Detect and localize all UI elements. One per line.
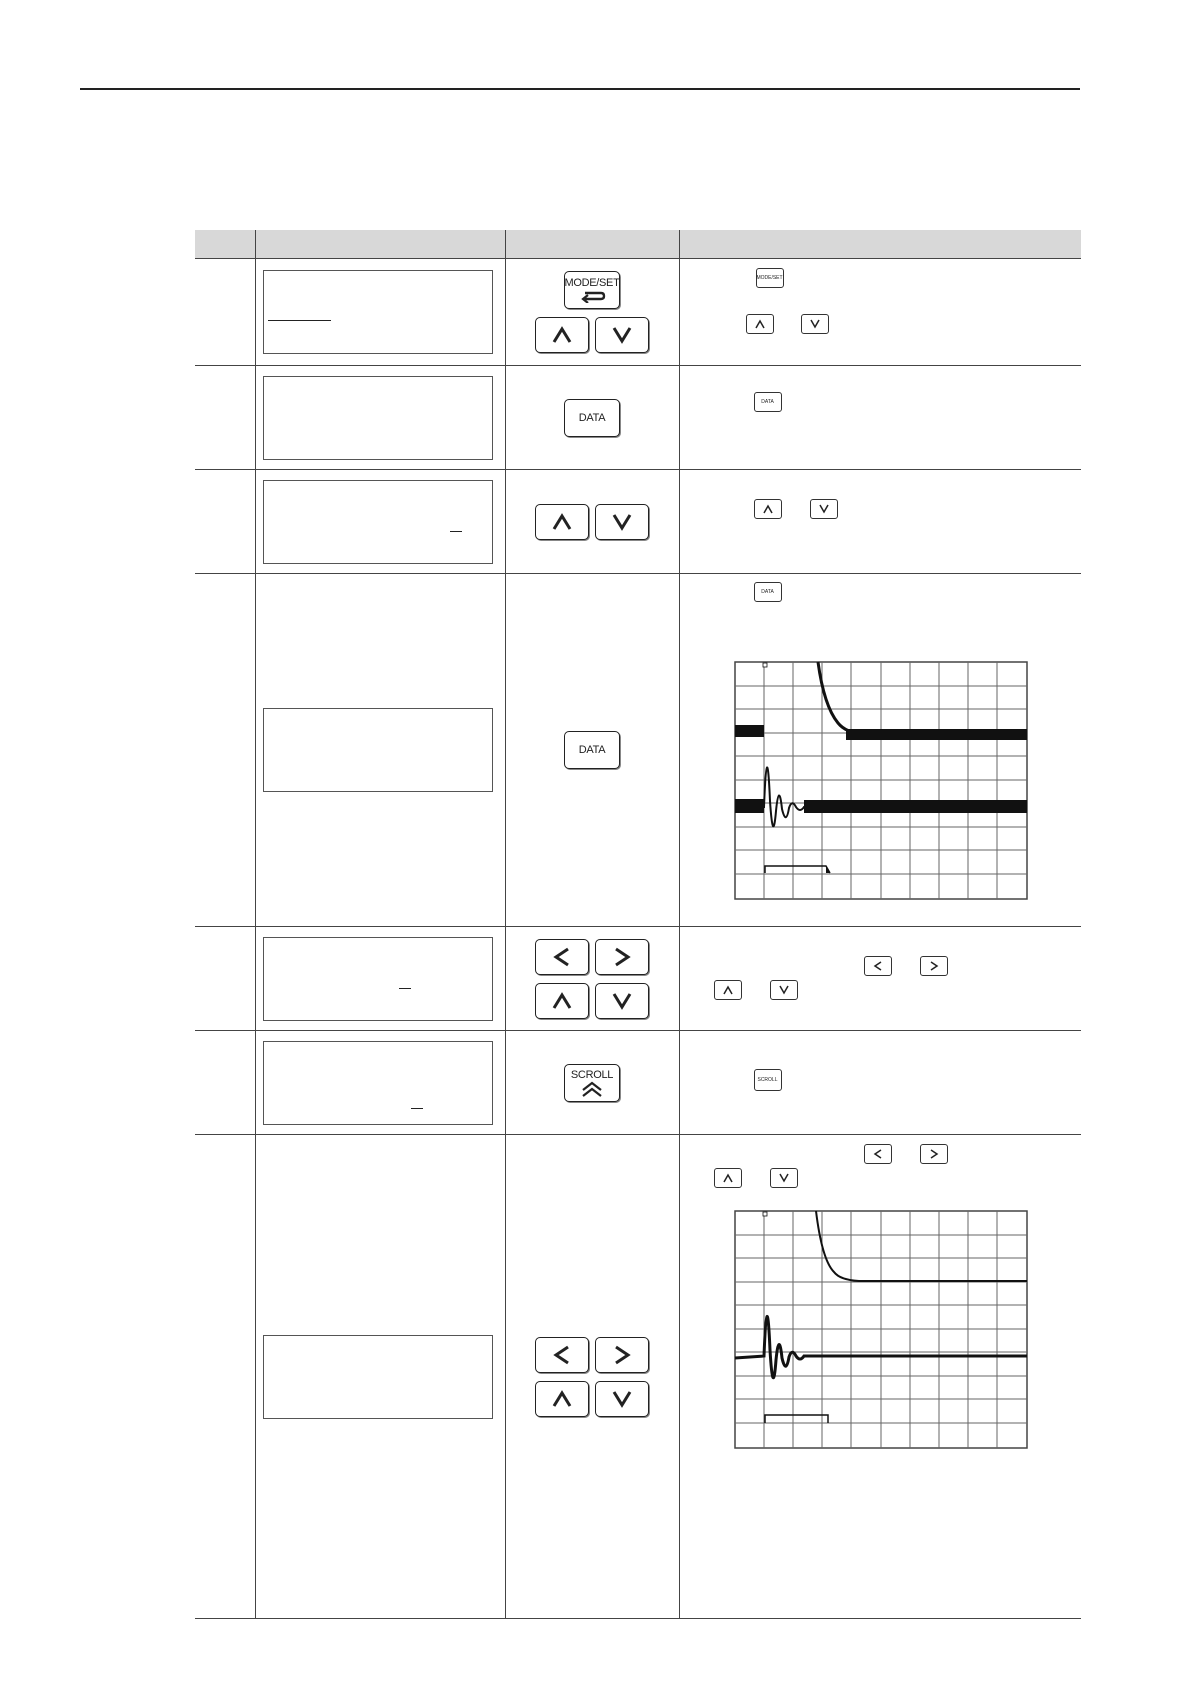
display-cell bbox=[255, 927, 505, 1031]
down-arrow-icon bbox=[611, 992, 633, 1010]
step-cell bbox=[195, 470, 255, 574]
up-mini-key bbox=[746, 314, 774, 334]
scope-trace-pulse bbox=[765, 1415, 828, 1423]
up-key[interactable] bbox=[535, 983, 589, 1019]
display-panel bbox=[263, 1335, 493, 1419]
right-mini-key bbox=[920, 956, 948, 976]
down-mini-key bbox=[770, 1168, 798, 1188]
display-panel bbox=[263, 937, 493, 1021]
right-arrow-icon bbox=[611, 946, 633, 968]
table-row bbox=[195, 470, 1081, 574]
return-arrow-icon bbox=[577, 289, 607, 303]
up-arrow-icon bbox=[754, 319, 766, 329]
display-cell bbox=[255, 470, 505, 574]
keys-cell bbox=[505, 1031, 679, 1135]
scroll-key-label: SCROLL bbox=[570, 1068, 614, 1081]
operation-cell bbox=[679, 574, 1081, 927]
keys-cell bbox=[505, 927, 679, 1031]
display-cell bbox=[255, 259, 505, 366]
display-cell bbox=[255, 366, 505, 470]
step-cell bbox=[195, 366, 255, 470]
scroll-mini-key: SCROLL bbox=[754, 1069, 782, 1091]
display-panel bbox=[263, 376, 493, 460]
down-mini-key bbox=[801, 314, 829, 334]
procedure-table bbox=[195, 230, 1081, 1619]
up-key[interactable] bbox=[535, 1381, 589, 1417]
down-arrow-icon bbox=[809, 319, 821, 329]
down-key[interactable] bbox=[595, 983, 649, 1019]
scope-trace-decay bbox=[818, 662, 1027, 734]
up-mini-key bbox=[754, 499, 782, 519]
double-up-arrow-icon bbox=[580, 1081, 604, 1097]
keys-cell bbox=[505, 574, 679, 927]
table-row bbox=[195, 1031, 1081, 1135]
data-mini-key: DATA bbox=[754, 582, 782, 602]
down-key[interactable] bbox=[595, 504, 649, 540]
up-arrow-icon bbox=[551, 513, 573, 531]
down-arrow-icon bbox=[778, 985, 790, 995]
scope-grid bbox=[735, 1211, 1027, 1448]
left-key[interactable] bbox=[535, 939, 589, 975]
operation-cell bbox=[679, 927, 1081, 1031]
keys-cell bbox=[505, 259, 679, 366]
data-key-label: DATA bbox=[578, 411, 606, 424]
left-mini-key bbox=[864, 956, 892, 976]
keys-cell bbox=[505, 470, 679, 574]
operation-cell bbox=[679, 259, 1081, 366]
display-panel bbox=[263, 708, 493, 792]
table-header bbox=[195, 230, 1081, 259]
down-mini-key bbox=[770, 980, 798, 1000]
data-mini-key: DATA bbox=[754, 392, 782, 412]
header-display bbox=[255, 230, 505, 259]
header-operation bbox=[679, 230, 1081, 259]
down-arrow-icon bbox=[611, 326, 633, 344]
scope-trace-noise-left bbox=[735, 799, 764, 813]
mode-set-mini-key: MODE/SET bbox=[756, 268, 784, 288]
scope-trace-pulse bbox=[765, 866, 830, 873]
scope-grid bbox=[735, 662, 1027, 899]
up-arrow-icon bbox=[722, 985, 734, 995]
data-key-label: DATA bbox=[578, 744, 606, 756]
top-rule bbox=[80, 88, 1080, 90]
step-cell bbox=[195, 259, 255, 366]
up-key[interactable] bbox=[535, 317, 589, 353]
operation-cell bbox=[679, 1031, 1081, 1135]
scope-trace-band bbox=[846, 729, 1027, 740]
data-key[interactable] bbox=[564, 731, 620, 769]
up-key[interactable] bbox=[535, 504, 589, 540]
up-arrow-icon bbox=[551, 1390, 573, 1408]
down-arrow-icon bbox=[611, 513, 633, 531]
step-cell bbox=[195, 1135, 255, 1619]
right-mini-key bbox=[920, 1144, 948, 1164]
cursor-marker bbox=[399, 988, 411, 989]
keys-cell bbox=[505, 1135, 679, 1619]
display-cell bbox=[255, 1135, 505, 1619]
right-arrow-icon bbox=[611, 1344, 633, 1366]
scroll-key[interactable] bbox=[564, 1064, 620, 1102]
up-mini-key bbox=[714, 1168, 742, 1188]
left-arrow-icon bbox=[551, 946, 573, 968]
left-arrow-icon bbox=[873, 960, 883, 972]
data-key[interactable] bbox=[564, 399, 620, 437]
right-key[interactable] bbox=[595, 1337, 649, 1373]
operation-cell bbox=[679, 1135, 1081, 1619]
display-panel bbox=[263, 480, 493, 564]
keys-cell bbox=[505, 366, 679, 470]
display-panel bbox=[263, 1041, 493, 1125]
step-cell bbox=[195, 927, 255, 1031]
scope-trace-level bbox=[735, 725, 764, 737]
operation-cell bbox=[679, 366, 1081, 470]
left-key[interactable] bbox=[535, 1337, 589, 1373]
table-row bbox=[195, 574, 1081, 927]
right-arrow-icon bbox=[929, 1148, 939, 1160]
left-mini-key bbox=[864, 1144, 892, 1164]
cursor-marker bbox=[411, 1108, 423, 1109]
header-step bbox=[195, 230, 255, 259]
cursor-marker bbox=[450, 531, 462, 532]
operation-cell bbox=[679, 470, 1081, 574]
down-mini-key bbox=[810, 499, 838, 519]
down-key[interactable] bbox=[595, 1381, 649, 1417]
scope-trace-noise-right bbox=[804, 800, 1027, 813]
up-arrow-icon bbox=[722, 1173, 734, 1183]
down-arrow-icon bbox=[818, 504, 830, 514]
mode-set-label: MODE/SET bbox=[564, 277, 620, 289]
up-arrow-icon bbox=[551, 992, 573, 1010]
display-panel bbox=[263, 270, 493, 354]
display-cell bbox=[255, 1031, 505, 1135]
left-arrow-icon bbox=[551, 1344, 573, 1366]
table-row bbox=[195, 927, 1081, 1031]
left-arrow-icon bbox=[873, 1148, 883, 1160]
oscilloscope-waveform-figure bbox=[734, 1210, 1029, 1450]
underline-marker bbox=[268, 320, 331, 321]
up-mini-key bbox=[714, 980, 742, 1000]
down-arrow-icon bbox=[611, 1390, 633, 1408]
right-key[interactable] bbox=[595, 939, 649, 975]
step-cell bbox=[195, 574, 255, 927]
down-key[interactable] bbox=[595, 317, 649, 353]
up-arrow-icon bbox=[551, 326, 573, 344]
right-arrow-icon bbox=[929, 960, 939, 972]
up-arrow-icon bbox=[762, 504, 774, 514]
table-row bbox=[195, 1135, 1081, 1619]
step-cell bbox=[195, 1031, 255, 1135]
oscilloscope-waveform-figure bbox=[734, 661, 1029, 901]
mode-set-key[interactable] bbox=[564, 271, 620, 309]
display-cell bbox=[255, 574, 505, 927]
table-row bbox=[195, 259, 1081, 366]
down-arrow-icon bbox=[778, 1173, 790, 1183]
scope-trace-decay bbox=[816, 1211, 1027, 1281]
table-row bbox=[195, 366, 1081, 470]
header-keys bbox=[505, 230, 679, 259]
